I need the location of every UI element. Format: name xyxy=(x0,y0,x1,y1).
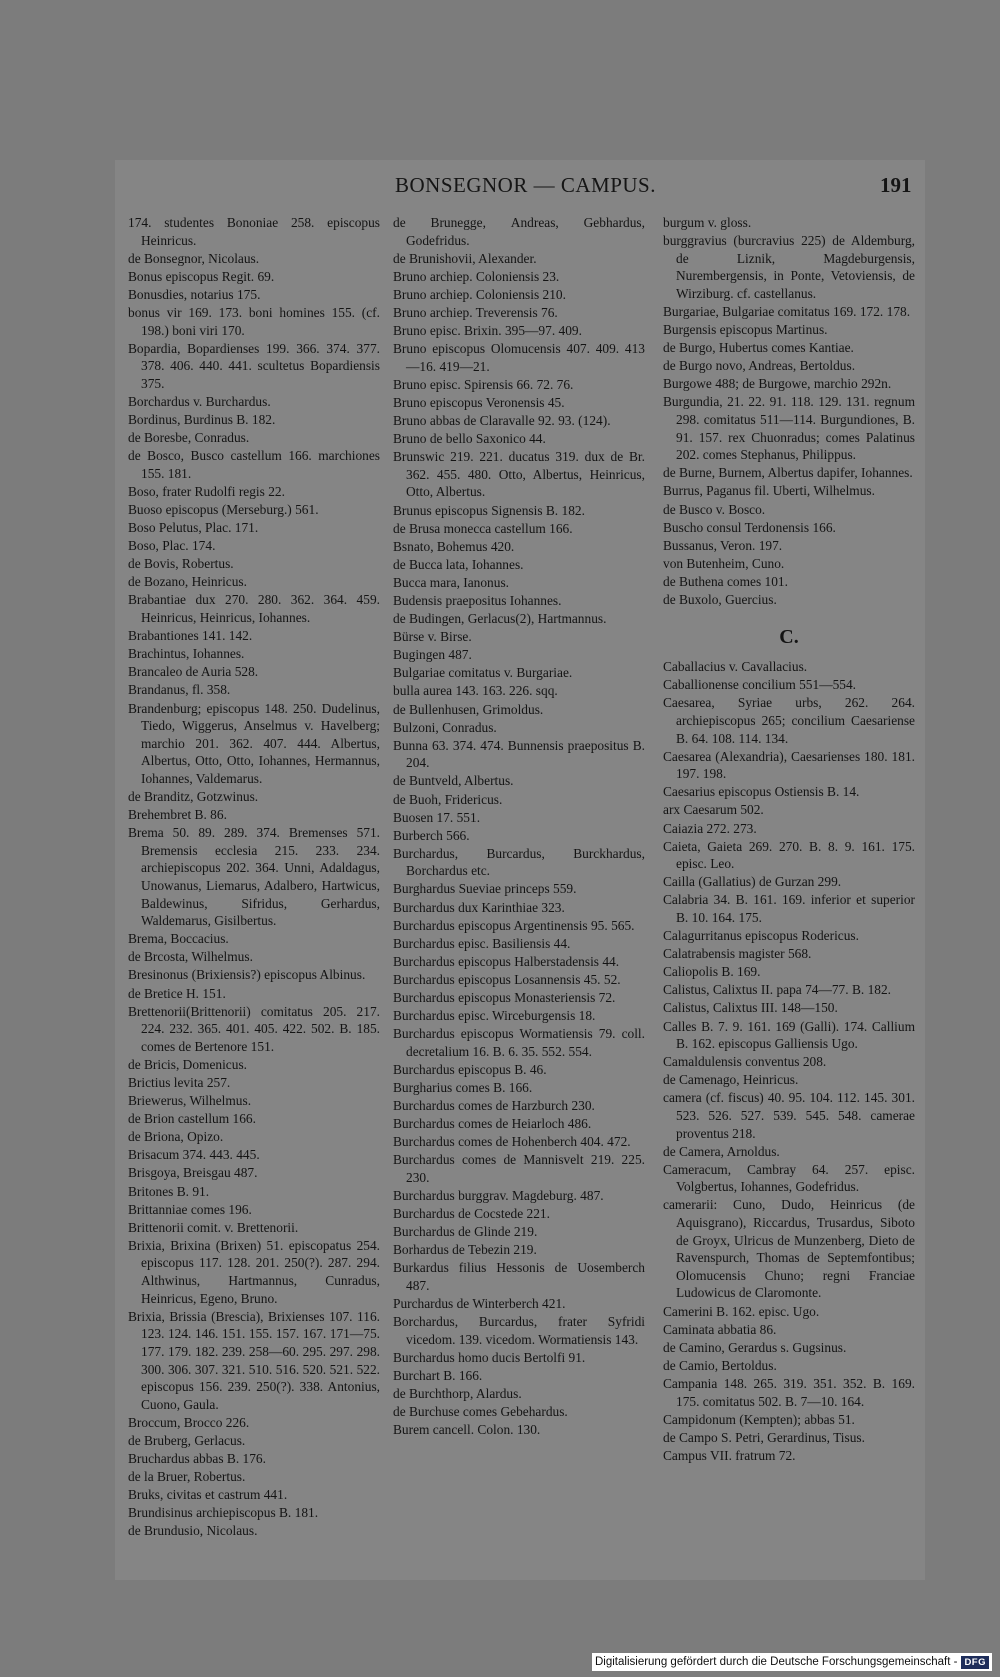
index-entry: Burgharius comes B. 166. xyxy=(393,1080,533,1095)
index-entry: Bruks, civitas et castrum 441. xyxy=(128,1487,288,1503)
index-entry: de Burchuse comes Gebehardus. xyxy=(393,1404,568,1420)
index-entry: Bussanus, Veron. 197. xyxy=(663,537,783,553)
index-entry: Burchardus comes de Heiarloch 486. xyxy=(393,1116,592,1132)
index-entry: Caiazia 272. 273. xyxy=(663,820,757,836)
index-entry: Burchardus episcopus B. 46. xyxy=(393,1061,547,1077)
index-entry: Britones B. 91. xyxy=(128,1183,210,1199)
index-entry: Campidonum (Kempten); abbas 51. xyxy=(663,1411,855,1427)
index-entry: de Campo S. Petri, Gerardinus, Tisus. xyxy=(663,1429,865,1445)
index-entry: burgum v. gloss. xyxy=(663,215,752,230)
index-entry: Cameracum, Cambray 64. 257. episc. Volgbertus, Iohannes, Godefridus. xyxy=(663,1161,915,1195)
index-entry: de Brunishovii, Alexander. xyxy=(393,250,537,266)
index-entry: Broccum, Brocco 226. xyxy=(128,1414,250,1430)
index-entry: bulla aurea 143. 163. 226. sqq. xyxy=(393,683,558,699)
index-entry: Purchardus de Winterberch 421. xyxy=(393,1296,566,1312)
index-entry: Burgariae, Bulgariae comitatus 169. 172. 178. xyxy=(663,303,911,319)
page-number: 191 xyxy=(880,173,912,197)
index-entry: Bruno episcopus Olomucensis 407. 409. 413—16. 419—21. xyxy=(393,341,645,374)
index-entry: de Boresbe, Conradus. xyxy=(128,430,250,446)
index-entry: Brachintus, Iohannes. xyxy=(128,646,245,662)
index-entry: Briewerus, Wilhelmus. xyxy=(128,1093,252,1109)
index-column-3 xyxy=(663,214,915,1465)
index-entry: Boso, frater Rudolfi regis 22. xyxy=(128,483,285,499)
index-entry: Burchardus episcopus Halberstadensis 44. xyxy=(393,953,620,969)
index-entry: Brisgoya, Breisgau 487. xyxy=(128,1165,258,1181)
index-entry: Brittanniae comes 196. xyxy=(128,1201,252,1217)
index-entry: Bulzoni, Conradus. xyxy=(393,719,497,735)
running-title: BONSEGNOR — CAMPUS. xyxy=(395,173,656,197)
index-entry: 174. studentes Bononiae 258. episcopus Heinricus. xyxy=(128,215,380,248)
index-entry: Burchardus comes de Mannisvelt 219. 225. 230. xyxy=(393,1152,645,1185)
index-entry: Calles B. 7. 9. 161. 169 (Galli). 174. Callium B. 162. episcopus Galliensis Ugo. xyxy=(663,1018,915,1052)
index-entry: Burgensis episcopus Martinus. xyxy=(663,322,828,338)
index-entry: Caieta, Gaieta 269. 270. B. 8. 9. 161. 175. episc. Leo. xyxy=(663,838,915,872)
index-entry: bonus vir 169. 173. boni homines 155. (cf. 198.) boni viri 170. xyxy=(128,304,380,338)
index-entry: Bruno archiep. Treverensis 76. xyxy=(393,304,558,320)
index-entry: Bruno episc. Spirensis 66. 72. 76. xyxy=(393,376,574,392)
index-entry: Bunna 63. 374. 474. Bunnensis praepositus B. 204. xyxy=(393,737,645,771)
index-entry: Brixia, Brissia (Brescia), Brixienses 107. 116. 123. 124. 146. 151. 155. 157. 167. 171—75. 177. 179. 182. 239. 258—60. 295. 297. 298. 300. 306. 307. 321. 510. 516. 520. 521. 522. episcopus 156. 239. 250(?). 338. Antonius, Cuono, Gaula. xyxy=(128,1308,380,1412)
index-entry: Bruno de bello Saxonico 44. xyxy=(393,431,546,447)
index-entry: Burchardus homo ducis Bertolfi 91. xyxy=(393,1349,586,1365)
index-entry: de Bucca lata, Iohannes. xyxy=(393,556,524,572)
index-entry: de Busco v. Bosco. xyxy=(663,501,766,517)
index-entry: Burgundia, 21. 22. 91. 118. 129. 131. regnum 298. comitatus 511—114. Burgundiones, B. 91. 157. rex Chuonradus; comes Palatinus 202. comes Stephanus, Philippus. xyxy=(663,394,915,463)
index-entry: de Brusa monecca castellum 166. xyxy=(393,520,573,536)
index-entry: de Buthena comes 101. xyxy=(663,573,788,589)
index-entry: Burchardus episcopus Wormatiensis 79. coll. decretalium 16. B. 6. 35. 552. 554. xyxy=(393,1026,645,1059)
index-entry: Bugingen 487. xyxy=(393,647,472,663)
index-entry: Burchardus de Cocstede 221. xyxy=(393,1206,550,1222)
index-entry: Brunswic 219. 221. ducatus 319. dux de Br. 362. 455. 480. Otto, Albertus, Heinricus, Otto, Albertus. xyxy=(393,449,645,500)
index-entry: Bulgariae comitatus v. Burgariae. xyxy=(393,665,573,681)
index-entry: de Camenago, Heinricus. xyxy=(663,1072,799,1088)
index-entry: Buoso episcopus (Merseburg.) 561. xyxy=(128,502,319,517)
index-entry: Cailla (Gallatius) de Gurzan 299. xyxy=(663,874,842,890)
index-entry: Brabantiae dux 270. 280. 362. 364. 459. Heinricus, Heinricus, Iohannes. xyxy=(128,592,380,626)
footer-credit xyxy=(592,1653,992,1671)
index-entry: de Burchthorp, Alardus. xyxy=(393,1386,522,1402)
index-entry: Calabria 34. B. 161. 169. inferior et superior B. 10. 164. 175. xyxy=(663,892,915,925)
index-entry: de Bonsegnor, Nicolaus. xyxy=(128,250,260,266)
index-entry: Burchardus comes de Hohenberch 404. 472. xyxy=(393,1134,631,1150)
index-entry: de Bricis, Domenicus. xyxy=(128,1056,248,1072)
index-entry: Bsnato, Bohemus 420. xyxy=(393,538,515,554)
index-entry: Caliopolis B. 169. xyxy=(663,964,761,980)
index-entry: de Brundusio, Nicolaus. xyxy=(128,1523,258,1539)
index-entry: Boso Pelutus, Plac. 171. xyxy=(128,520,259,536)
index-entry: Camaldulensis conventus 208. xyxy=(663,1054,827,1070)
index-entry: Burchardus episcopus Monasteriensis 72. xyxy=(393,990,616,1006)
index-entry: Burchardus burggrav. Magdeburg. 487. xyxy=(393,1188,604,1204)
index-entry: Camerini B. 162. episc. Ugo. xyxy=(663,1303,820,1319)
index-entry: Bresinonus (Brixiensis?) episcopus Albinus. xyxy=(128,967,366,983)
index-column-2 xyxy=(393,214,645,1439)
index-entry: Caminata abbatia 86. xyxy=(663,1321,777,1337)
index-entry: de Buxolo, Guercius. xyxy=(663,591,777,607)
index-entry: Burem cancell. Colon. 130. xyxy=(393,1422,541,1438)
index-entry: Bruno episc. Brixin. 395—97. 409. xyxy=(393,323,582,339)
index-entry: de Briona, Opizo. xyxy=(128,1129,224,1145)
index-entry: de Budingen, Gerlacus(2), Hartmannus. xyxy=(393,611,607,627)
index-entry: Burchardus episc. Basiliensis 44. xyxy=(393,935,571,951)
index-column-1 xyxy=(128,214,380,1540)
index-entry: Brundisinus archiepiscopus B. 181. xyxy=(128,1505,319,1521)
index-entry: de la Bruer, Robertus. xyxy=(128,1469,246,1485)
index-entry: de Bruneggе, Andreas, Gebhardus, Godefridus. xyxy=(393,215,645,248)
index-entry: de Camio, Bertoldus. xyxy=(663,1357,777,1373)
index-entry: Brema, Boccacius. xyxy=(128,931,229,947)
index-entry: Calagurritanus episcopus Rodericus. xyxy=(663,928,859,944)
index-entry: Caesarius episcopus Ostiensis B. 14. xyxy=(663,784,860,800)
index-entry: Borchardus v. Burchardus. xyxy=(128,393,271,409)
index-entry: Burchardus comes de Harzburch 230. xyxy=(393,1098,595,1114)
index-entry: Calistus, Calixtus II. papa 74—77. B. 182. xyxy=(663,982,892,998)
index-entry: de Burne, Burnem, Albertus dapifer, Iohannes. xyxy=(663,465,913,481)
index-entry: de Buntveld, Albertus. xyxy=(393,773,514,789)
index-entry: Brema 50. 89. 289. 374. Bremenses 571. Bremensis ecclesia 215. 233. 234. archiepiscopus 202. 364. Unni, Adaldagus, Unowanus, Liemarus, Adalbero, Hartwicus, Baldewinus, Sifridus, Gerhardus, Waldemarus, Gisilbertus. xyxy=(128,825,380,929)
index-entry: Brehembret B. 86. xyxy=(128,807,227,823)
index-entry: Brandenburg; episcopus 148. 250. Dudelinus, Tiedo, Wiggerus, Anselmus v. Havelberg; marchio 201. 362. 407. 444. Albertus, Albertus, Otto, Otto, Iohannes, Hermannus, Iohannes, Valdemarus. xyxy=(128,700,380,786)
index-entry: de Buoh, Fridericus. xyxy=(393,791,503,807)
index-entry: Buscho consul Terdonensis 166. xyxy=(663,519,836,535)
index-entry: Brixia, Brixina (Brixen) 51. episcopatus 254. episcopus 117. 128. 201. 250(?). 287. 294. Althwinus, Hartmannus, Cunradus, Heinricus, Egeno, Bruno. xyxy=(128,1237,380,1306)
index-entry: burggravius (burcravius 225) de Aldemburg, de Liznik, Magdeburgensis, Nurembergensis, in Ponte, Vetoviensis, de Wirziburg. cf. castellanus. xyxy=(663,233,915,301)
index-entry: Calatrabensis magister 568. xyxy=(663,946,812,962)
index-entry: Caesarea, Syriae urbs, 262. 264. archiepiscopus 265; concilium Caesariense B. 64. 108. 114. 134. xyxy=(663,695,915,746)
index-entry: Bopardia, Bopardienses 199. 366. 374. 377. 378. 406. 440. 441. scultetus Bopardiensis 375. xyxy=(128,340,380,391)
index-entry: Burchardus de Glinde 219. xyxy=(393,1224,538,1240)
section-letter-heading: C. xyxy=(779,625,799,648)
index-entry: Brettenorii(Brittenorii) comitatus 205. 217. 224. 232. 365. 401. 405. 422. 502. B. 185. comes de Bertenore 151. xyxy=(128,1003,380,1054)
index-entry: de Bretice H. 151. xyxy=(128,985,226,1001)
index-entry: von Butenheim, Cuno. xyxy=(663,555,785,571)
index-entry: de Branditz, Gotzwinus. xyxy=(128,789,259,804)
index-entry: de Burgo novo, Andreas, Bertoldus. xyxy=(663,358,856,374)
index-entry: Brabantiones 141. 142. xyxy=(128,628,253,644)
index-entry: Brisacum 374. 443. 445. xyxy=(128,1147,260,1163)
index-entry: Burchardus episc. Wirceburgensis 18. xyxy=(393,1008,596,1024)
index-entry: de Camera, Arnoldus. xyxy=(663,1143,780,1159)
index-entry: de Camino, Gerardus s. Gugsinus. xyxy=(663,1339,847,1355)
index-entry: Burchart B. 166. xyxy=(393,1368,483,1383)
index-entry: arx Caesarum 502. xyxy=(663,802,764,818)
index-entry: Bordinus, Burdinus B. 182. xyxy=(128,412,276,428)
index-entry: Bruno archiep. Coloniensis 23. xyxy=(393,268,560,284)
index-entry: Buosen 17. 551. xyxy=(393,809,481,825)
index-entry: Bruno archiep. Coloniensis 210. xyxy=(393,286,566,302)
index-entry: Brictius levita 257. xyxy=(128,1075,231,1090)
index-entry: Campus VII. fratrum 72. xyxy=(663,1447,796,1463)
index-entry: Burberch 566. xyxy=(393,827,470,843)
index-entry: Borchardus, Burcardus, frater Syfridi vicedom. 139. vicedom. Wormatiensis 143. xyxy=(393,1314,645,1347)
index-entry: Burchardus, Burcardus, Burckhardus, Borchardus etc. xyxy=(393,845,645,879)
index-entry: Campania 148. 265. 319. 351. 352. B. 169. 175. comitatus 502. B. 7—10. 164. xyxy=(663,1375,915,1409)
index-entry: de Bullenhusen, Grimoldus. xyxy=(393,701,544,717)
index-entry: Boso, Plac. 174. xyxy=(128,538,216,554)
index-entry: Burgowe 488; de Burgowe, marchio 292n. xyxy=(663,376,892,392)
index-entry: Burchardus dux Karinthiae 323. xyxy=(393,899,565,915)
index-entry: Caballacius v. Cavallacius. xyxy=(663,659,808,675)
index-entry: de Burgo, Hubertus comes Kantiae. xyxy=(663,340,854,356)
index-entry: Bürse v. Birse. xyxy=(393,629,472,645)
index-entry: Burrus, Paganus fil. Uberti, Wilhelmus. xyxy=(663,483,875,499)
footer-text: Digitalisierung gefördert durch die Deutsche Forschungsgemeinschaft - xyxy=(595,1656,958,1668)
index-entry: Burchardus episcopus Argentinensis 95. 565. xyxy=(393,917,635,933)
index-entry: Bruchardus abbas B. 176. xyxy=(128,1450,266,1466)
dfg-logo: DFG xyxy=(961,1656,989,1669)
index-entry: Bonus episcopus Regit. 69. xyxy=(128,268,275,284)
page-header xyxy=(0,173,1000,203)
index-entry: de Bovis, Robertus. xyxy=(128,556,234,572)
index-entry: Caballionense concilium 551—554. xyxy=(663,677,857,693)
index-entry: Brandanus, fl. 358. xyxy=(128,682,231,698)
index-entry: de Brion castellum 166. xyxy=(128,1111,256,1127)
index-entry: Burkardus filius Hessonis de Uosemberch 487. xyxy=(393,1260,645,1294)
index-entry: Brancaleo de Auria 528. xyxy=(128,664,259,680)
index-entry: Borhardus de Tebezin 219. xyxy=(393,1242,537,1258)
index-entry: Budensis praepositus Iohannes. xyxy=(393,592,562,608)
index-entry: Burghardus Sueviae princeps 559. xyxy=(393,881,577,897)
index-entry: Caesarea (Alexandria), Caesarienses 180. 181. 197. 198. xyxy=(663,748,915,782)
index-entry: Burchardus episcopus Losannensis 45. 52. xyxy=(393,971,621,987)
index-entry: Calistus, Calixtus III. 148—150. xyxy=(663,1000,838,1016)
index-entry: Brittenorii comit. v. Brettenorii. xyxy=(128,1219,299,1235)
index-entry: Bruno episcopus Veronensis 45. xyxy=(393,394,565,410)
index-entry: de Bosco, Busco castellum 166. marchiones 155. 181. xyxy=(128,448,380,481)
index-entry: de Brcosta, Wilhelmus. xyxy=(128,949,253,965)
index-entry: Bonusdies, notarius 175. xyxy=(128,286,261,302)
index-entry: camerarii: Cuno, Dudo, Heinricus (de Aquisgrano), Riccardus, Trusardus, Siboto de Groyx, Ulricus de Munzenberg, Dieto de Ravenspurch, Thomas de Septemfontibus; Olomucensis Chuno; regni Franciae Ludowicus de Claromonte. xyxy=(663,1197,915,1301)
index-entry: camera (cf. fiscus) 40. 95. 104. 112. 145. 301. 523. 526. 527. 539. 545. 548. camerae proventus 218. xyxy=(663,1090,915,1141)
index-entry: de Bozano, Heinricus. xyxy=(128,574,247,590)
index-entry: de Bruberg, Gerlacus. xyxy=(128,1432,246,1448)
index-entry: Bucca mara, Ianonus. xyxy=(393,574,510,590)
index-entry: Brunus episcopus Signensis B. 182. xyxy=(393,502,585,518)
index-entry: Bruno abbas de Claravalle 92. 93. (124). xyxy=(393,413,611,429)
